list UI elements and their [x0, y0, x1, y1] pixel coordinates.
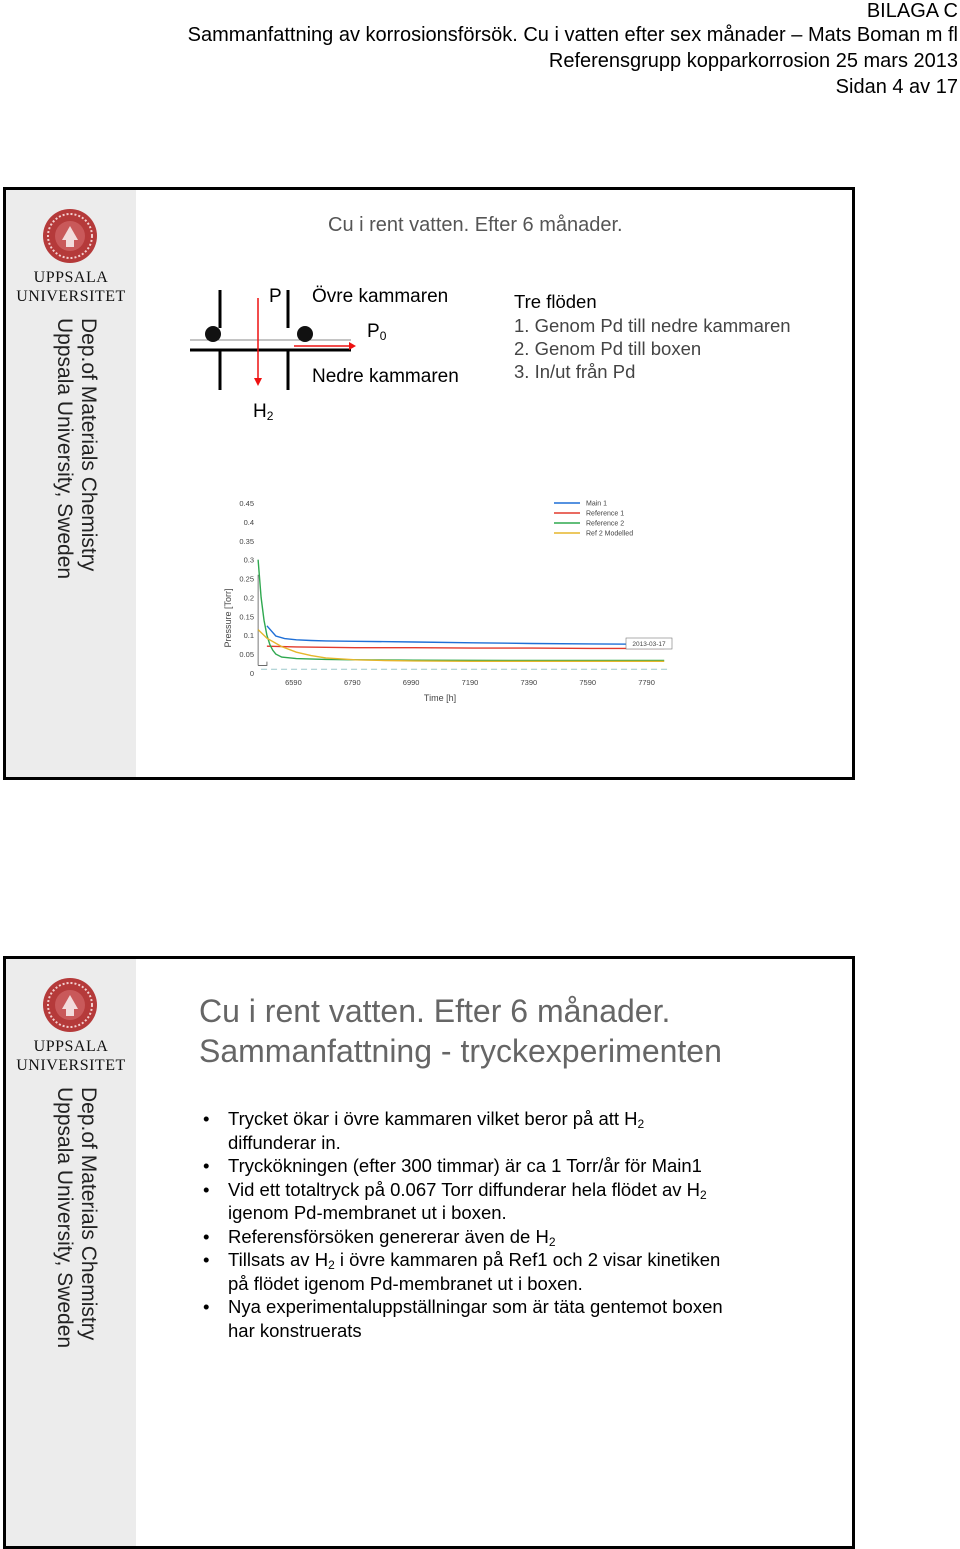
h2-sub: 2	[266, 409, 274, 423]
bullet-item: • Tryckökningen (efter 300 timmar) är ca 1 Torr/år för Main1	[203, 1154, 723, 1178]
department-line1: Dep.of Materials Chemistry	[77, 1087, 100, 1341]
x-tick-label: 6590	[285, 678, 302, 687]
x-tick-label: 6790	[343, 678, 361, 687]
series-line	[258, 560, 664, 661]
university-seal-icon	[42, 208, 98, 264]
legend-label: Main 1	[586, 500, 608, 508]
bullet-item: • Tillsats av $H_2$ i övre kammaren på Ref1 och 2 visar kinetiken på flödet igenom Pd-membranet ut i boxen.	[203, 1248, 723, 1295]
university-name	[6, 268, 136, 306]
y-tick-label: 0.45	[239, 499, 254, 508]
h2-label	[253, 401, 273, 423]
y-tick-label: 0.3	[243, 555, 254, 565]
y-tick-label: 0	[249, 669, 254, 678]
series-line	[258, 630, 664, 662]
y-tick-label: 0.15	[239, 612, 254, 622]
legend-label: Reference 2	[586, 520, 625, 528]
x-tick-label: 7190	[461, 678, 479, 687]
y-axis-label: Pressure [Torr]	[223, 588, 233, 648]
department-label	[52, 1087, 100, 1348]
university-name-line1: UPPSALA	[33, 1038, 109, 1055]
left-seal-icon	[205, 326, 221, 342]
p0-sub: 0	[379, 329, 387, 343]
slide-title-line1: Cu i rent vatten. Efter 6 månader.	[199, 993, 671, 1029]
slide-title: Cu i rent vatten. Efter 6 månader.	[328, 214, 623, 236]
bullet-item: • Trycket ökar i övre kammaren vilket beror på att $H_2$ diffunderar in.	[203, 1107, 723, 1154]
summary-bullets	[203, 1107, 723, 1342]
bullet-item: • Vid ett totaltryck på 0.067 Torr diffunderar hela flödet av $H_2$ igenom Pd-membranet ut i boxen.	[203, 1178, 723, 1225]
x-axis-label: Time [h]	[423, 693, 457, 703]
p0-flow-arrowhead	[349, 342, 356, 350]
legend-label: Ref 2 Modelled	[586, 530, 634, 538]
university-seal-icon	[42, 977, 98, 1033]
university-name	[6, 1037, 136, 1075]
h2-flow-arrowhead	[254, 378, 262, 386]
flows-heading: Tre flöden	[514, 291, 597, 312]
department-line2: Uppsala University, Sweden	[53, 1087, 76, 1349]
annex-label: BILAGA C	[866, 0, 958, 22]
legend-label: Reference 1	[586, 510, 625, 518]
flow-item-3: 3. In/ut från Pd	[514, 361, 636, 382]
slide-title	[199, 991, 722, 1071]
slide-sidebar	[6, 190, 136, 777]
pressure-label: P	[269, 286, 282, 307]
y-tick-label: 0.4	[243, 517, 254, 527]
h2-main: H	[253, 401, 267, 422]
y-tick-label: 0.05	[239, 650, 254, 660]
y-tick-label: 0.35	[239, 536, 254, 546]
p0-label	[367, 321, 386, 343]
y-tick-label: 0.2	[243, 593, 254, 603]
upper-chamber-label: Övre kammaren	[312, 286, 449, 307]
university-name-line2: UNIVERSITET	[16, 288, 126, 305]
bullet-item: • Referensförsöken genererar även de $H_2$	[203, 1225, 723, 1249]
x-tick-label: 7390	[520, 678, 538, 687]
slide-1	[3, 187, 855, 780]
flow-item-2: 2. Genom Pd till boxen	[514, 338, 702, 359]
bullet-item: • Nya experimentaluppställningar som är täta gentemot boxen har konstruerats	[203, 1295, 723, 1342]
slide-title-line2: Sammanfattning - tryckexperimenten	[199, 1033, 722, 1069]
date-tag-text: 2013-03-17	[632, 641, 666, 648]
series-line	[267, 626, 664, 645]
university-name-line2: UNIVERSITET	[16, 1057, 126, 1074]
series-line	[267, 646, 664, 648]
x-tick-label: 7790	[638, 678, 655, 687]
department-line2: Uppsala University, Sweden	[53, 318, 76, 580]
flow-item-1: 1. Genom Pd till nedre kammaren	[514, 315, 791, 336]
university-name-line1: UPPSALA	[33, 269, 109, 286]
slide-sidebar	[6, 959, 136, 1546]
page-number: Sidan 4 av 17	[835, 76, 958, 98]
x-tick-label: 7590	[579, 678, 597, 687]
slide-2	[3, 956, 855, 1549]
x-tick-label: 6990	[402, 678, 420, 687]
p0-main: P	[367, 321, 380, 342]
department-line1: Dep.of Materials Chemistry	[77, 318, 100, 572]
start-marker-step	[258, 662, 267, 666]
department-label	[52, 318, 100, 579]
lower-chamber-label: Nedre kammaren	[312, 366, 459, 387]
document-subtitle: Referensgrupp kopparkorrosion 25 mars 2013	[548, 50, 958, 72]
y-tick-label: 0.25	[239, 574, 254, 584]
right-seal-icon	[297, 326, 313, 342]
y-tick-label: 0.1	[243, 631, 254, 641]
pressure-chart	[216, 495, 686, 720]
document-title: Sammanfattning av korrosionsförsök. Cu i vatten efter sex månader – Mats Boman m fl	[187, 24, 958, 46]
